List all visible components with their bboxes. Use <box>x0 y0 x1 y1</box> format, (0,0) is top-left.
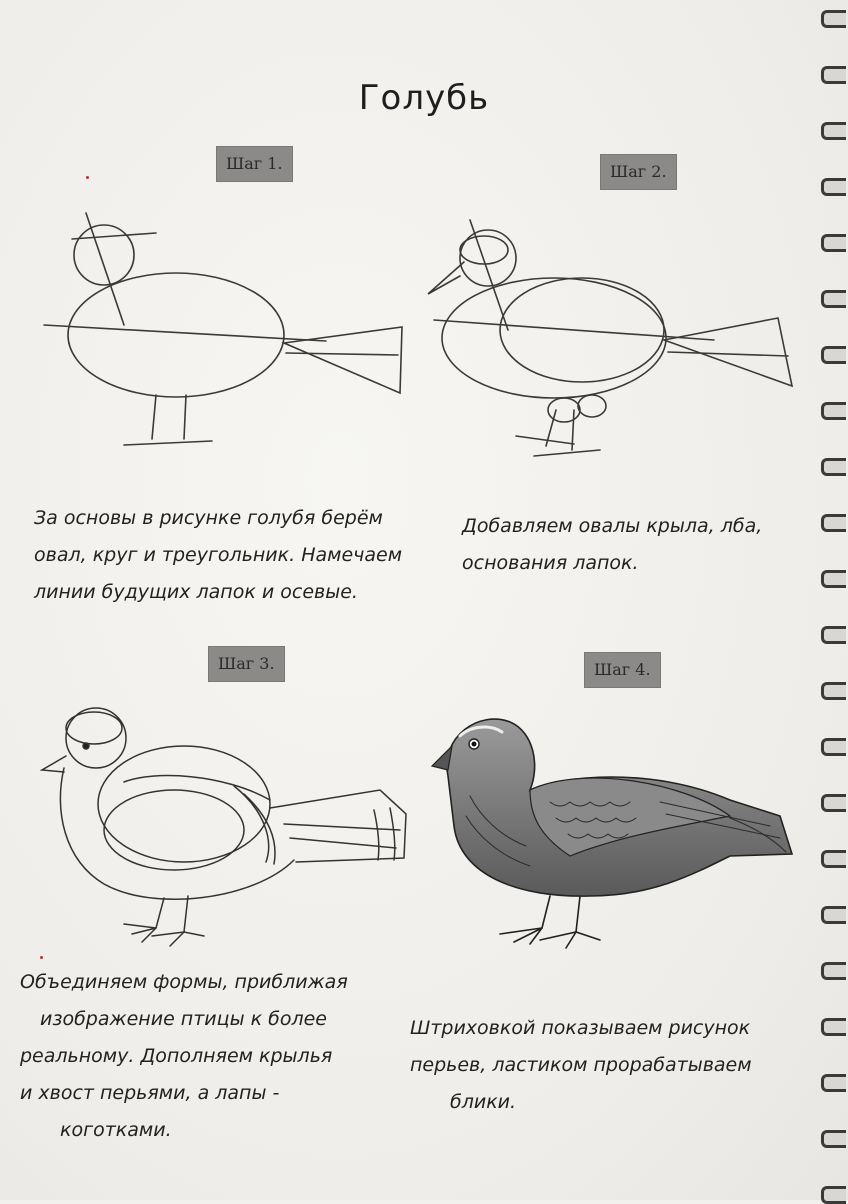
stray-mark <box>86 176 89 179</box>
step-4-badge: Шаг 4. <box>584 652 661 688</box>
caption-line: изображение птицы к более <box>40 1008 327 1030</box>
caption-line: основания лапок. <box>462 552 639 574</box>
page-title: Голубь <box>358 78 490 118</box>
spiral-ring <box>821 626 846 644</box>
spiral-ring <box>821 682 846 700</box>
caption-line: Объединяем формы, приближая <box>20 971 348 993</box>
spiral-binding-icon <box>818 0 848 1200</box>
spiral-ring <box>821 738 846 756</box>
caption-line: перьев, ластиком прорабатываем <box>410 1054 752 1076</box>
caption-line: и хвост перьями, а лапы - <box>20 1082 280 1104</box>
spiral-ring <box>821 402 846 420</box>
caption-line: За основы в рисунке голубя берём <box>34 507 383 529</box>
spiral-ring <box>821 906 846 924</box>
caption-line: Штриховкой показываем рисунок <box>410 1017 751 1039</box>
spiral-ring <box>821 66 846 84</box>
pigeon-sketch-step3-icon <box>34 690 414 960</box>
spiral-ring <box>821 178 846 196</box>
spiral-ring <box>821 1130 846 1148</box>
pigeon-drawing-step4-icon <box>430 706 800 956</box>
spiral-ring <box>821 794 846 812</box>
stray-mark <box>40 956 43 959</box>
caption-line: овал, круг и треугольник. Намечаем <box>34 544 403 566</box>
spiral-ring <box>821 122 846 140</box>
step-3-badge: Шаг 3. <box>208 646 285 682</box>
caption-line: реальному. Дополняем крылья <box>20 1045 333 1067</box>
spiral-ring <box>821 962 846 980</box>
spiral-ring <box>821 514 846 532</box>
pigeon-sketch-step2-icon <box>424 210 804 470</box>
spiral-ring <box>821 10 846 28</box>
spiral-ring <box>821 458 846 476</box>
caption-line: коготками. <box>60 1119 172 1141</box>
caption-line: Добавляем овалы крыла, лба, <box>462 515 763 537</box>
caption-line: линии будущих лапок и осевые. <box>34 581 358 603</box>
pigeon-sketch-step1-icon <box>36 205 416 465</box>
step-1-caption <box>34 500 402 611</box>
spiral-ring <box>821 1018 846 1036</box>
caption-line: блики. <box>450 1091 517 1113</box>
step-2-badge: Шаг 2. <box>600 154 677 190</box>
spiral-ring <box>821 290 846 308</box>
spiral-ring <box>821 234 846 252</box>
spiral-ring <box>821 346 846 364</box>
step-1-badge: Шаг 1. <box>216 146 293 182</box>
spiral-ring <box>821 570 846 588</box>
step-4-caption <box>410 1010 752 1121</box>
step-2-caption <box>462 508 762 582</box>
step-3-caption <box>20 964 348 1149</box>
spiral-ring <box>821 1186 846 1204</box>
spiral-ring <box>821 850 846 868</box>
spiral-ring <box>821 1074 846 1092</box>
